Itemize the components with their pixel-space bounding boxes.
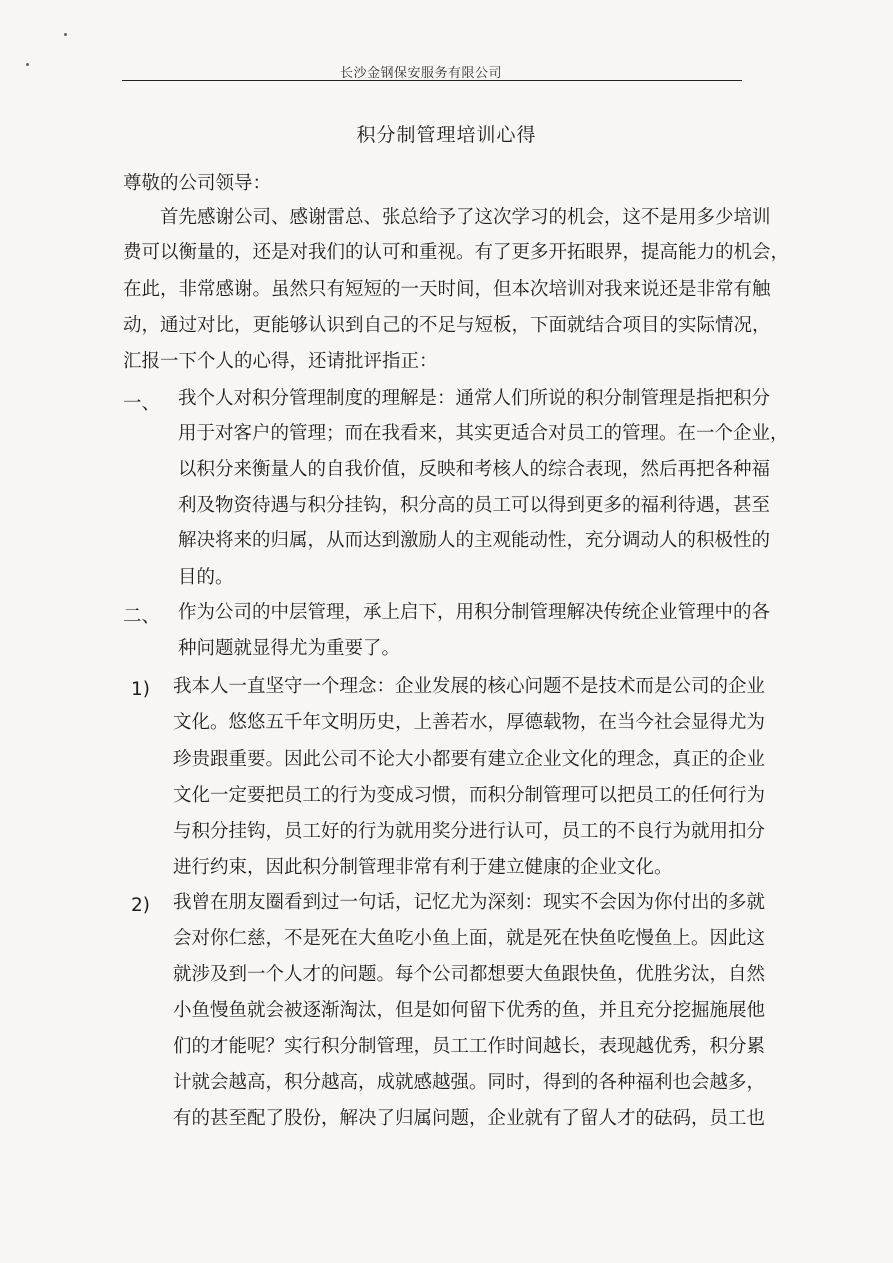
item-line: 进行约束，因此积分制管理非常有利于建立健康的企业文化。 [173,857,673,878]
item-line: 文化。悠悠五千年文明历史，上善若水，厚德载物，在当今社会显得尤为 [173,712,766,733]
section-line: 以积分来衡量人的自我价值，反映和考核人的综合表现，然后再把各种福 [178,459,771,480]
item-line: 有的甚至配了股份，解决了归属问题，企业就有了留人才的砝码，员工也 [173,1108,766,1129]
item-marker: 2) [131,895,150,916]
scan-speck [64,33,67,36]
section-line: 解决将来的归属，从而达到激励人的主观能动性，充分调动人的积极性的 [178,530,771,551]
intro-line: 在此，非常感谢。虽然只有短短的一天时间，但本次培训对我来说还是非常有触 [123,279,771,300]
intro-line: 动，通过对比，更能够认识到自己的不足与短板，下面就结合项目的实际情况， [123,315,771,336]
section-marker: 二、 [123,606,161,627]
scan-speck [26,63,29,66]
item-line: 们的才能呢？实行积分制管理，员工工作时间越长，表现越优秀，积分累 [173,1036,766,1057]
item-line: 珍贵跟重要。因此公司不论大小都要有建立企业文化的理念，真正的企业 [173,749,766,770]
item-line: 我本人一直坚守一个理念：企业发展的核心问题不是技术而是公司的企业 [173,676,766,697]
item-line: 我曾在朋友圈看到过一句话，记忆尤为深刻：现实不会因为你付出的多就 [173,892,766,913]
item-line: 会对你仁慈，不是死在大鱼吃小鱼上面，就是死在快鱼吃慢鱼上。因此这 [173,928,766,949]
section-line: 目的。 [178,567,234,588]
item-marker: 1) [131,679,150,700]
section-line: 作为公司的中层管理，承上启下，用积分制管理解决传统企业管理中的各 [178,602,771,623]
item-line: 就涉及到一个人才的问题。每个公司都想要大鱼跟快鱼，优胜劣汰，自然 [173,964,766,985]
section-line: 用于对客户的管理；而在我看来，其实更适合对员工的管理。在一个企业， [178,423,789,444]
item-line: 小鱼慢鱼就会被逐渐淘汰，但是如何留下优秀的鱼，并且充分挖掘施展他 [173,1000,766,1021]
item-line: 文化一定要把员工的行为变成习惯，而积分制管理可以把员工的任何行为 [173,785,766,806]
letterhead-rule [122,80,742,81]
document-title: 积分制管理培训心得 [356,124,537,146]
item-line: 与积分挂钩，员工好的行为就用奖分进行认可，员工的不良行为就用扣分 [173,821,766,842]
item-line: 计就会越高，积分越高，成就感越强。同时，得到的各种福利也会越多， [173,1072,766,1093]
salutation: 尊敬的公司领导： [123,173,272,194]
intro-line: 费可以衡量的，还是对我们的认可和重视。有了更多开拓眼界，提高能力的机会， [123,242,790,263]
letterhead-company: 长沙金钢保安服务有限公司 [340,66,503,81]
section-marker: 一、 [123,393,161,414]
section-line: 种问题就显得尤为重要了。 [178,638,401,659]
intro-line: 首先感谢公司、感谢雷总、张总给予了这次学习的机会，这不是用多少培训 [160,207,771,228]
intro-line: 汇报一下个人的心得，还请批评指正： [123,351,438,372]
section-line: 利及物资待遇与积分挂钩，积分高的员工可以得到更多的福利待遇，甚至 [178,495,771,516]
section-line: 我个人对积分管理制度的理解是：通常人们所说的积分制管理是指把积分 [178,388,771,409]
